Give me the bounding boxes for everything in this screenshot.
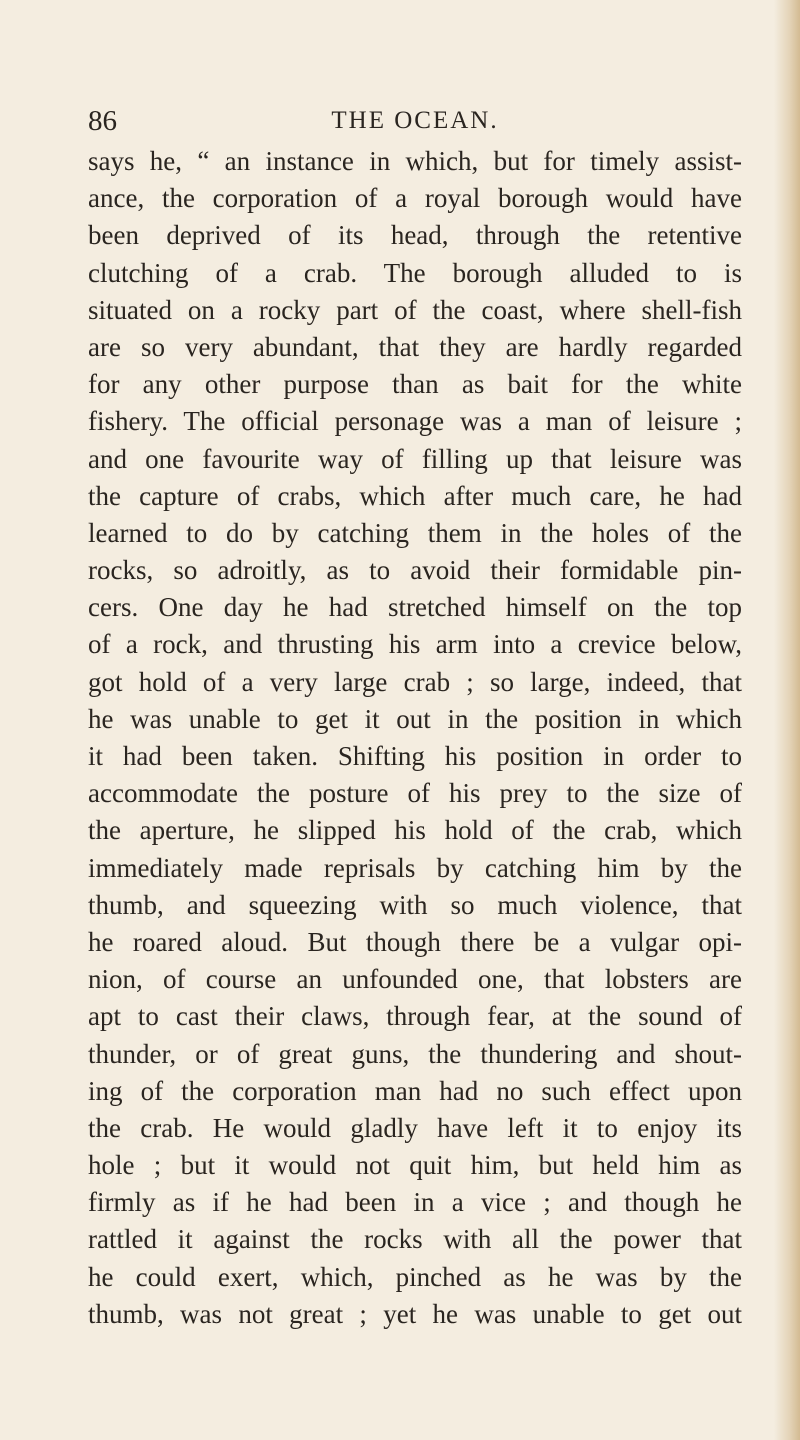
running-head: THE OCEAN. (331, 107, 499, 134)
text-line: thumb, and squeezing with so much violence, that (88, 889, 742, 920)
text-line: situated on a rocky part of the coast, where shell-fish (88, 294, 742, 325)
text-line: are so very abundant, that they are hardly regarded (88, 331, 742, 362)
text-line: the crab. He would gladly have left it to enjoy its (88, 1112, 742, 1143)
text-line: and one favourite way of filling up that leisure was (88, 443, 742, 474)
text-line: the capture of crabs, which after much care, he had (88, 480, 742, 511)
text-line: he was unable to get it out in the position in which (88, 703, 742, 734)
text-line: ing of the corporation man had no such effect upon (88, 1075, 742, 1106)
text-line: been deprived of its head, through the retentive (88, 220, 742, 251)
text-line: for any other purpose than as bait for the white (88, 369, 742, 400)
text-line: of a rock, and thrusting his arm into a crevice below, (88, 629, 742, 660)
text-line: the aperture, he slipped his hold of the crab, which (88, 815, 742, 846)
text-line: rattled it against the rocks with all the power that (88, 1224, 742, 1255)
text-line: thumb, was not great ; yet he was unable to get out (88, 1298, 742, 1329)
text-line: got hold of a very large crab ; so large, indeed, that (88, 666, 742, 697)
text-line: he could exert, which, pinched as he was by the (88, 1261, 742, 1292)
text-line: nion, of course an unfounded one, that lobsters are (88, 964, 742, 995)
text-line: clutching of a crab. The borough alluded to is (88, 257, 742, 288)
body-text (88, 143, 742, 1333)
text-line: cers. One day he had stretched himself on the top (88, 592, 742, 623)
page-header (88, 103, 742, 139)
text-line: apt to cast their claws, through fear, at the sound of (88, 1001, 742, 1032)
text-line: accommodate the posture of his prey to the size of (88, 778, 742, 809)
text-line: immediately made reprisals by catching him by the (88, 852, 742, 883)
text-line: rocks, so adroitly, as to avoid their formidable pin- (88, 555, 742, 586)
text-line: learned to do by catching them in the holes of the (88, 517, 742, 548)
text-line: it had been taken. Shifting his position in order to (88, 741, 742, 771)
page-number: 86 (88, 105, 117, 137)
page-edge-shadow (774, 0, 800, 1440)
text-line: hole ; but it would not quit him, but held him as (88, 1150, 742, 1181)
text-line: firmly as if he had been in a vice ; and though he (88, 1187, 742, 1218)
text-line: he roared aloud. But though there be a vulgar opi- (88, 926, 742, 957)
text-line: thunder, or of great guns, the thundering and shout- (88, 1038, 742, 1069)
text-line: fishery. The official personage was a man of leisure ; (88, 406, 742, 437)
text-line: says he, “ an instance in which, but for timely assist- (88, 146, 742, 176)
text-line: ance, the corporation of a royal borough would have (88, 183, 742, 214)
